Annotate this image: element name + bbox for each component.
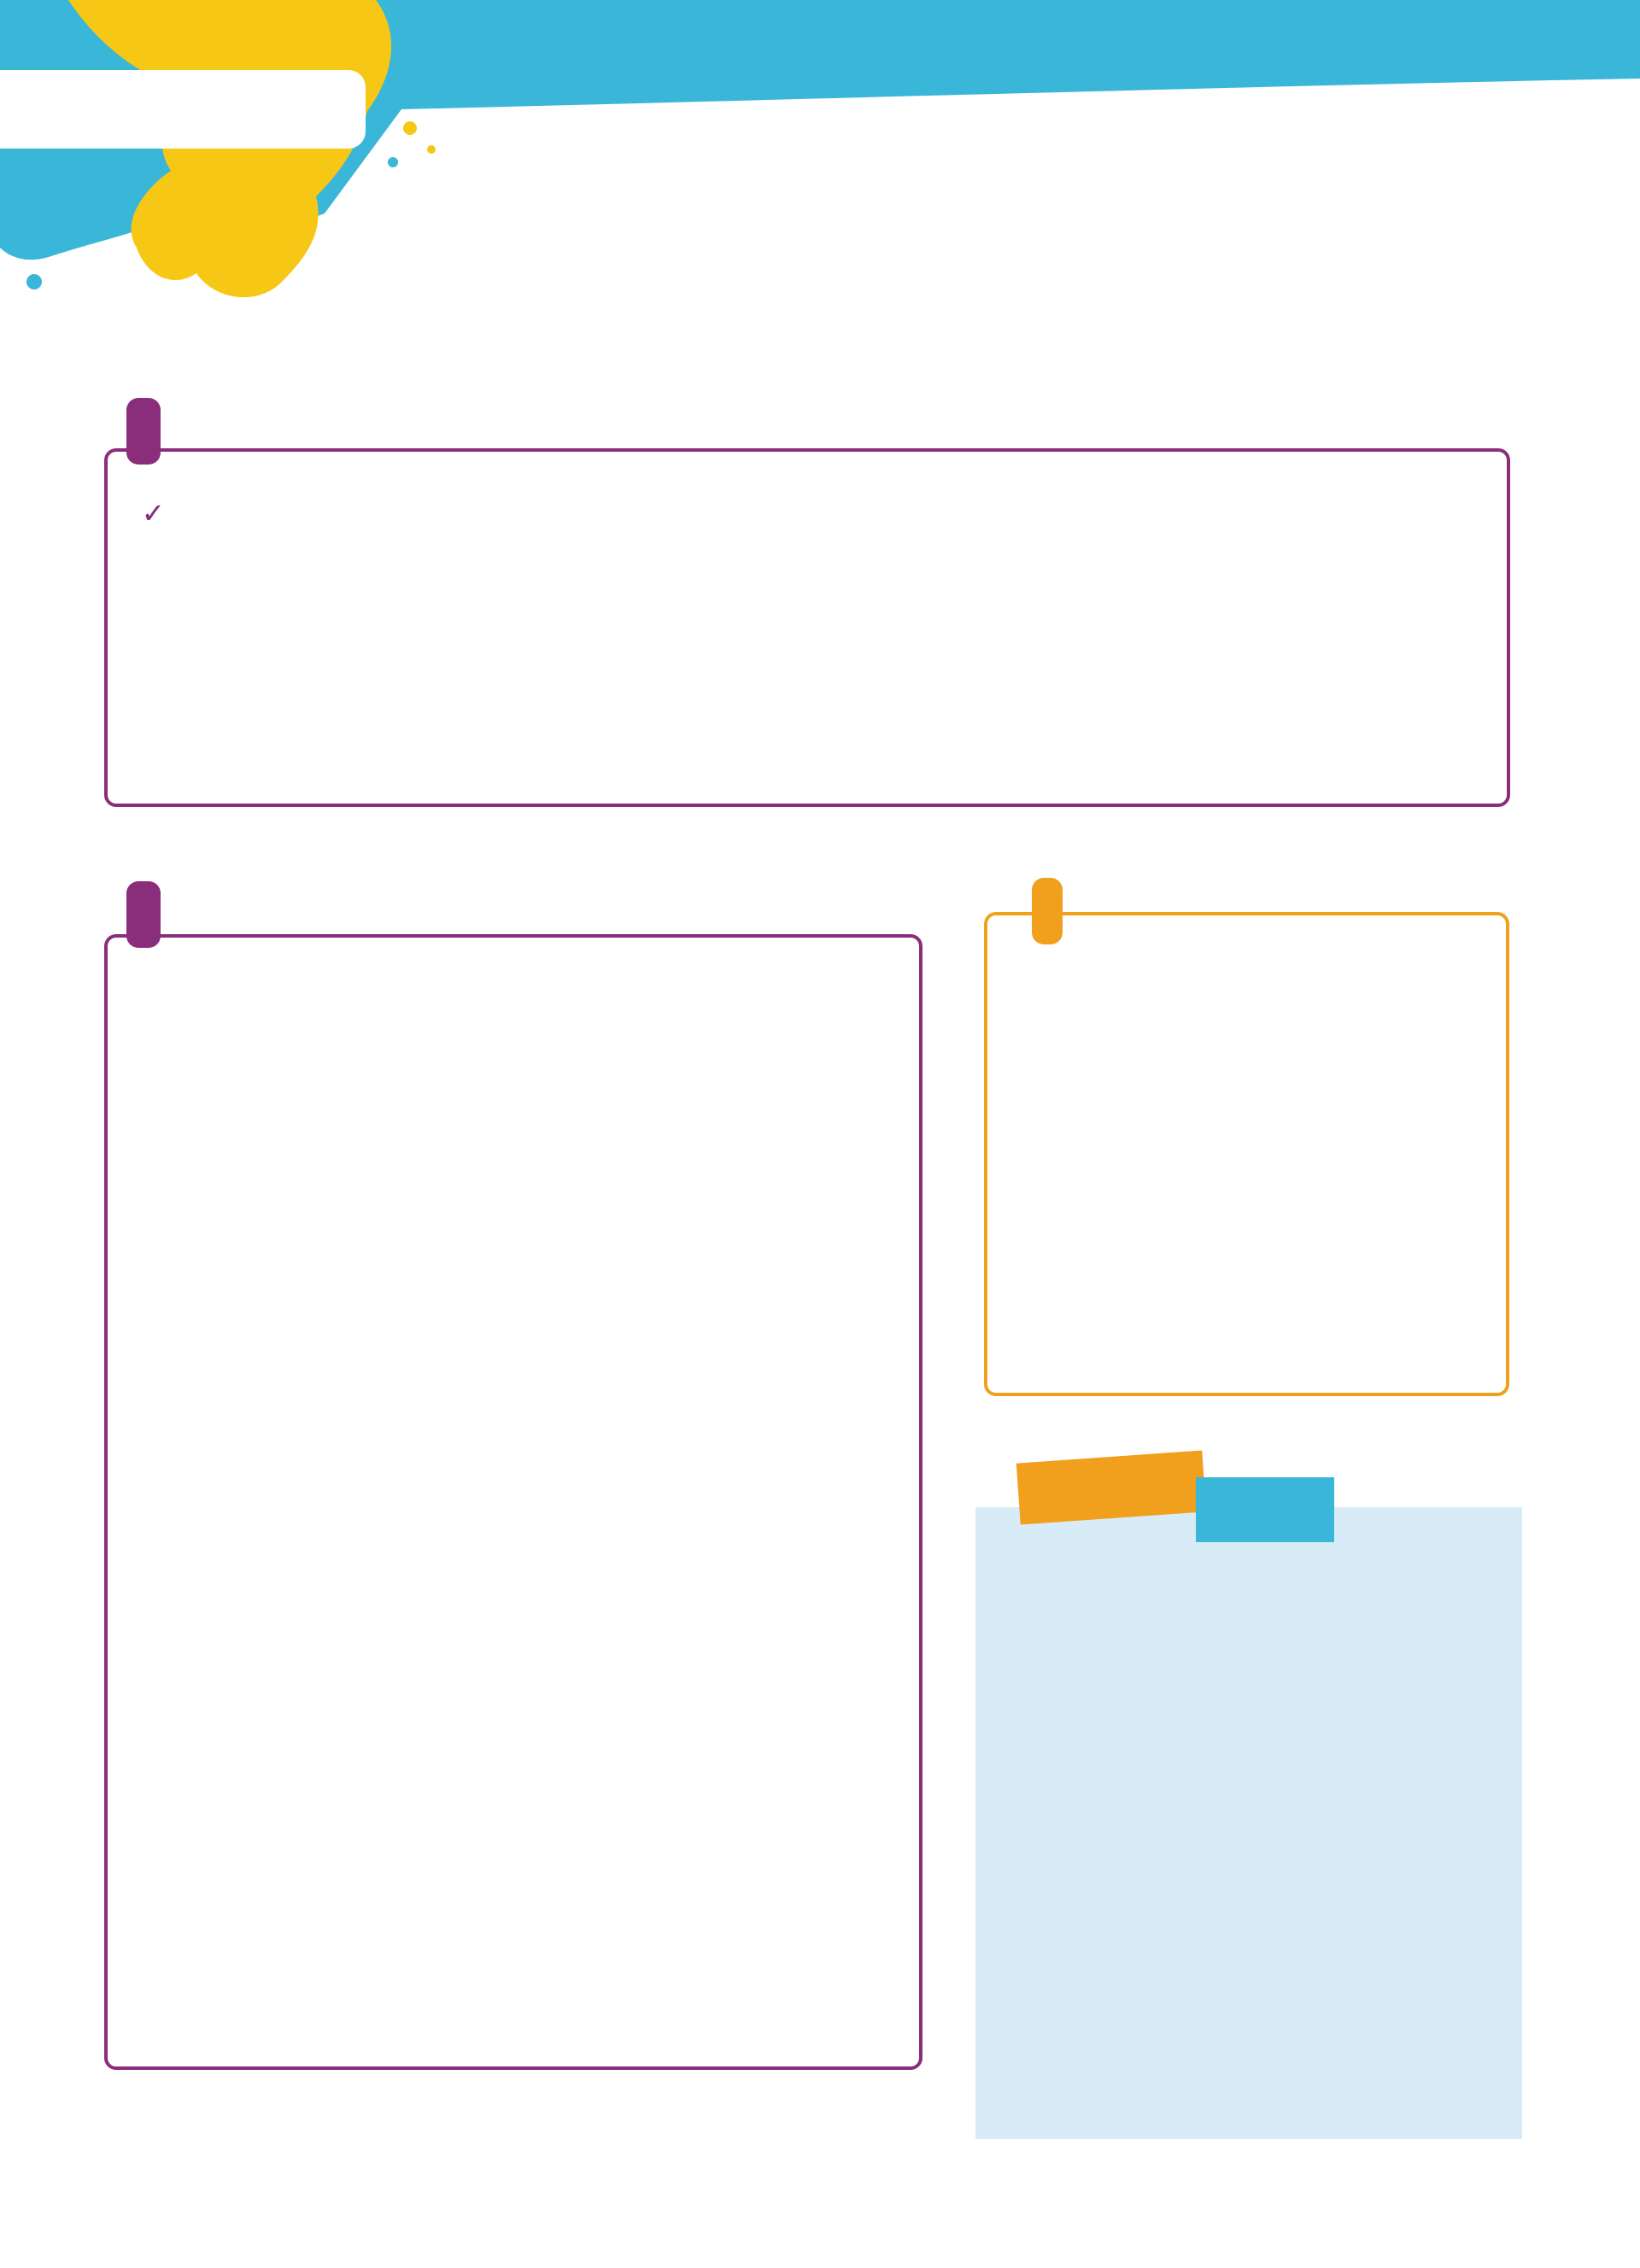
section1-box: [104, 448, 1510, 807]
section2-box: [104, 934, 922, 2070]
paint-splash-decoration: [0, 0, 1640, 359]
tope-label-b: [1196, 1477, 1334, 1542]
section-tag: [0, 70, 366, 149]
adelante-heading: [1032, 878, 1063, 944]
section2-heading: [126, 881, 161, 948]
adelante-box: [984, 912, 1509, 1396]
tope-content: [1018, 1561, 1496, 1569]
s1-col-introduction: [142, 487, 569, 495]
section1-heading: [126, 398, 161, 465]
tope-label-a: [1016, 1450, 1206, 1524]
tope-box: [975, 1507, 1522, 2139]
adelante-list: [1030, 960, 1483, 968]
